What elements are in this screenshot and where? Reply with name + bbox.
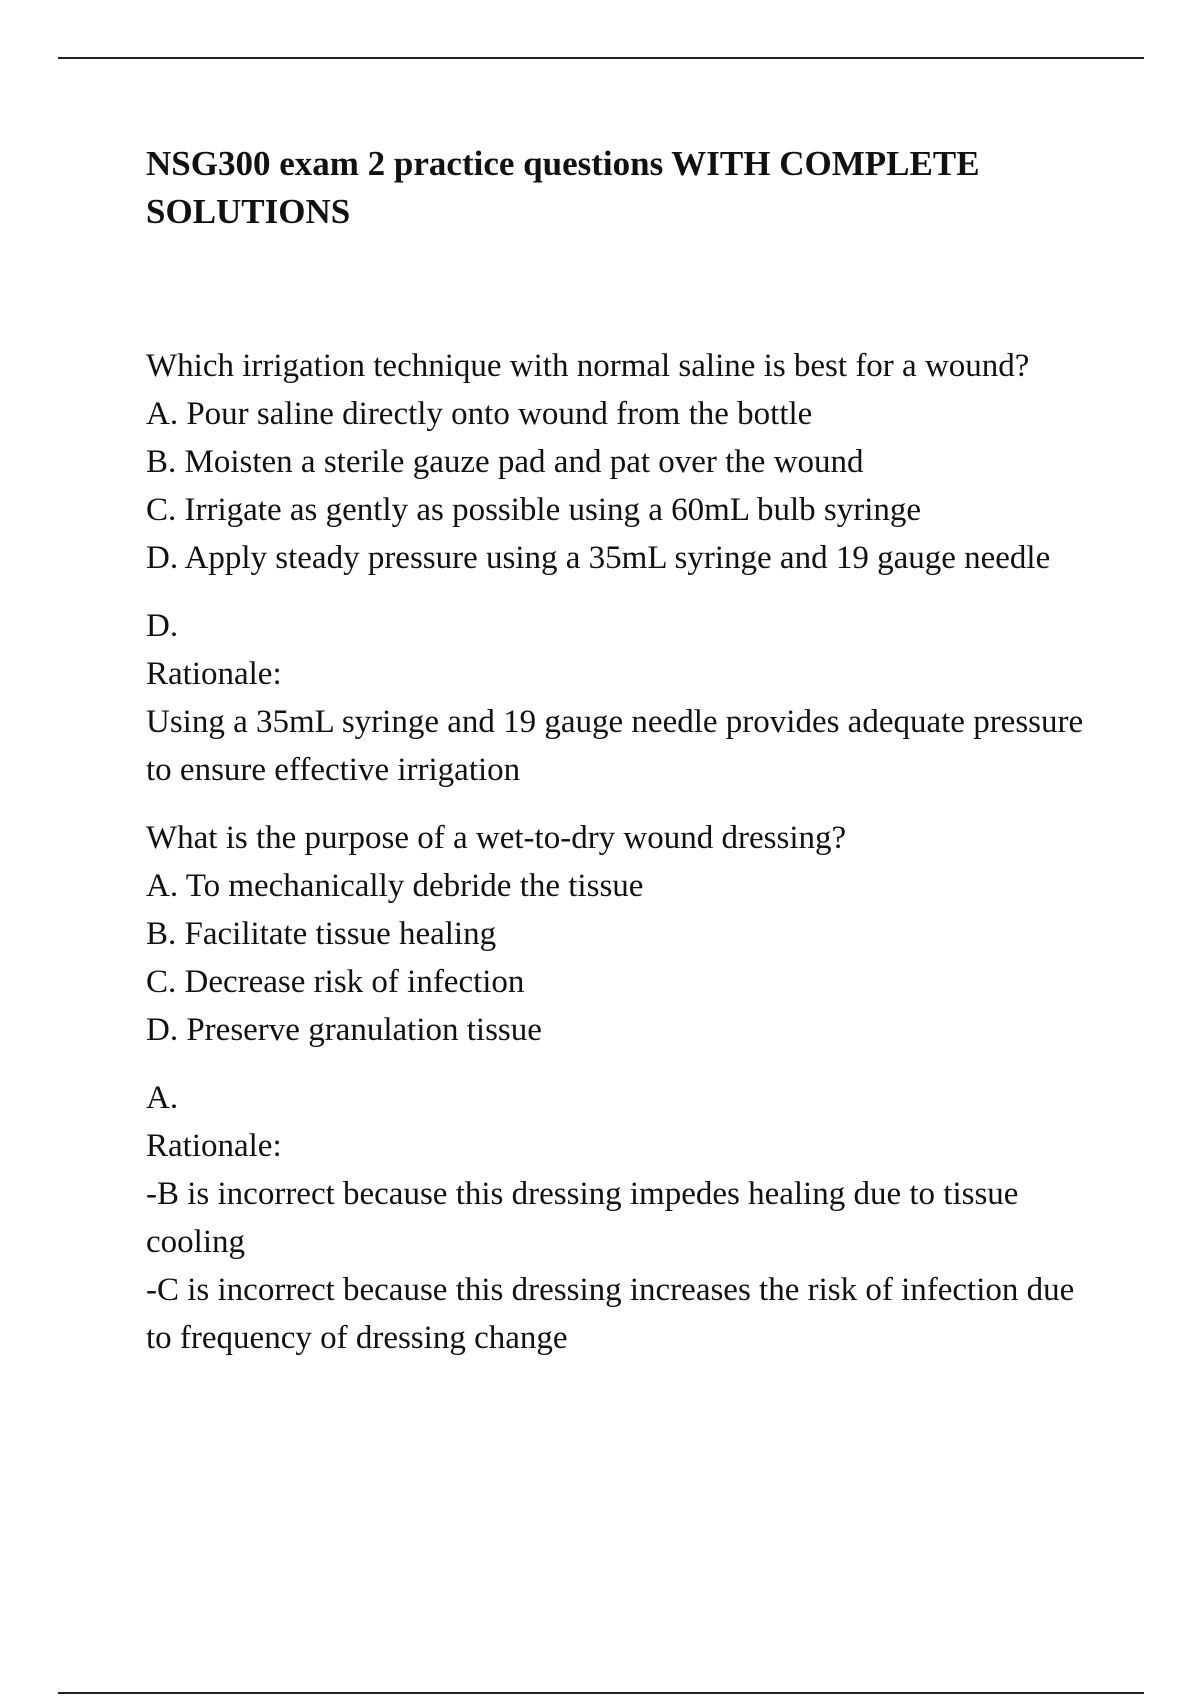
option-c: C. Decrease risk of infection [146,964,525,1000]
option-list [146,390,1086,582]
question-block-1 [146,342,1086,794]
document-title: NSG300 exam 2 practice questions WITH COMPLETE SOLUTIONS [146,144,980,231]
option-d: D. Preserve granulation tissue [146,1012,542,1048]
rationale [146,698,1086,794]
rationale-label: Rationale: [146,656,282,692]
answer: A. [146,1080,179,1116]
rationale-text: -B is incorrect because this dressing impedes healing due to tissue cooling [146,1176,1019,1260]
question-block-2 [146,814,1086,1362]
question-text: What is the purpose of a wet-to-dry wound dressing? [146,820,847,856]
rationale [146,1170,1086,1362]
top-rule [58,57,1144,59]
rationale-text: -C is incorrect because this dressing increases the risk of infection due to frequency of dressing change [146,1272,1075,1356]
option-b: B. Facilitate tissue healing [146,916,497,952]
option-a: A. To mechanically debride the tissue [146,868,644,904]
answer: D. [146,608,179,644]
question-text: Which irrigation technique with normal saline is best for a wound? [146,348,1030,384]
rationale-label: Rationale: [146,1128,282,1164]
document-body [146,140,1086,1382]
bottom-rule [58,1692,1144,1694]
option-d: D. Apply steady pressure using a 35mL syringe and 19 gauge needle [146,540,1051,576]
option-a: A. Pour saline directly onto wound from the bottle [146,396,813,432]
option-list [146,862,1086,1054]
option-b: B. Moisten a sterile gauze pad and pat over the wound [146,444,864,480]
rationale-text: Using a 35mL syringe and 19 gauge needle provides adequate pressure to ensure effective irrigation [146,704,1084,788]
option-c: C. Irrigate as gently as possible using a 60mL bulb syringe [146,492,922,528]
